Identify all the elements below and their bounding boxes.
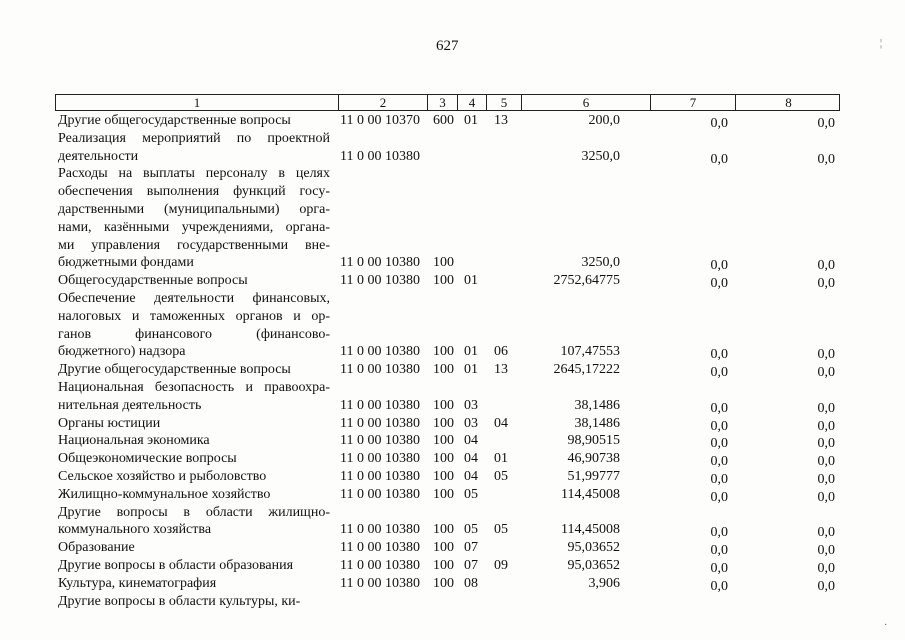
amount-col6: 2752,64775 [553, 273, 620, 289]
amount-col6: 2645,17222 [553, 362, 620, 378]
row-name [58, 165, 330, 272]
row-name-line: нительная деятельность [58, 397, 202, 413]
row-name [58, 272, 330, 290]
expense-type: 100 [433, 451, 454, 467]
row-name-line: Национальная экономика [58, 433, 210, 449]
section: 01 [464, 273, 478, 289]
amount-col7: 0,0 [710, 525, 728, 541]
amount-col7: 0,0 [710, 543, 728, 559]
amount-col7: 0,0 [710, 365, 728, 381]
row-name-line: Обеспечение деятельности финансовых, [58, 291, 330, 306]
amount-col8: 0,0 [817, 561, 835, 576]
amount-col7: 0,0 [710, 400, 728, 416]
expense-type: 100 [433, 344, 454, 360]
row-name-line: деятельности [58, 148, 139, 164]
section: 04 [464, 433, 478, 449]
subsection: 05 [494, 469, 508, 484]
amount-col7: 0,0 [710, 454, 728, 470]
row-name [58, 539, 330, 557]
row-name-line: Национальная безопасность и правоохра- [58, 380, 330, 395]
row-name-line: Другие вопросы в области жилищно- [58, 504, 330, 520]
amount-col8: 0,0 [817, 116, 835, 131]
expense-type: 100 [433, 486, 454, 502]
row-name-line: Сельское хозяйство и рыболовство [58, 469, 267, 484]
amount-col8: 0,0 [817, 472, 835, 487]
row-name [58, 593, 330, 611]
section: 05 [464, 486, 478, 502]
subsection: 05 [494, 522, 508, 538]
row-name [58, 361, 330, 379]
header-cell-8: 8 [785, 95, 792, 110]
amount-col8: 0,0 [817, 258, 835, 274]
row-name-line: дарственными (муниципальными) орга- [58, 201, 330, 217]
amount-col6: 98,90515 [567, 433, 620, 449]
expense-type: 100 [433, 397, 454, 413]
amount-col7: 0,0 [710, 347, 728, 363]
header-cell-5: 5 [487, 95, 522, 110]
row-name [58, 290, 330, 361]
amount-col6: 114,45008 [561, 522, 620, 538]
row-name-line: Общеэкономические вопросы [58, 451, 237, 467]
row-name-line: бюджетными фондами [58, 255, 194, 271]
subsection: 06 [494, 344, 508, 360]
expense-type: 100 [433, 540, 454, 556]
amount-col8: 0,0 [817, 525, 835, 541]
budget-code: 11 0 00 10380 [340, 433, 420, 449]
budget-code: 11 0 00 10380 [340, 451, 420, 467]
header-cell-2: 2 [339, 95, 428, 110]
amount-col7: 0,0 [710, 151, 728, 167]
amount-col6: 95,03652 [567, 540, 620, 556]
row-name-line: налоговых и таможенных органов и ор- [58, 308, 330, 324]
amount-col6: 114,45008 [561, 486, 620, 502]
row-name-line: Образование [58, 540, 135, 556]
budget-code: 11 0 00 10370 [340, 113, 420, 128]
budget-code: 11 0 00 10380 [340, 415, 420, 431]
amount-col7: 0,0 [710, 116, 728, 131]
row-name-line: ганов финансового (финансово- [58, 326, 330, 342]
section: 01 [464, 113, 478, 128]
header-cell-4: 4 [458, 95, 487, 110]
row-name-line: коммунального хозяйства [58, 522, 212, 538]
amount-col8: 0,0 [817, 347, 835, 363]
amount-col7: 0,0 [710, 561, 728, 576]
row-name-line: нами, казёнными учреждениями, органа- [58, 219, 330, 235]
amount-col8: 0,0 [817, 578, 835, 594]
section: 04 [464, 451, 478, 467]
section: 08 [464, 575, 478, 591]
section: 01 [464, 344, 478, 360]
page-number: 627 [436, 38, 459, 54]
scan-mark: · [884, 620, 888, 631]
row-name [58, 415, 330, 433]
amount-col6: 38,1486 [574, 397, 620, 413]
amount-col8: 0,0 [817, 543, 835, 559]
amount-col7: 0,0 [710, 276, 728, 292]
expense-type: 100 [433, 522, 454, 538]
row-name-line: Жилищно-коммунальное хозяйство [58, 486, 271, 502]
budget-code: 11 0 00 10380 [340, 273, 420, 289]
row-name [58, 130, 330, 166]
budget-code: 11 0 00 10380 [340, 486, 420, 502]
row-name [58, 504, 330, 540]
amount-col8: 0,0 [817, 454, 835, 470]
budget-code: 11 0 00 10380 [340, 540, 420, 556]
expense-type: 100 [433, 575, 454, 591]
amount-col8: 0,0 [817, 436, 835, 452]
section: 07 [464, 540, 478, 556]
header-cell-3: 3 [428, 95, 458, 110]
expense-type: 600 [433, 113, 454, 128]
expense-type: 100 [433, 362, 454, 378]
row-name [58, 486, 330, 504]
budget-code: 11 0 00 10380 [340, 362, 420, 378]
amount-col6: 3250,0 [581, 255, 620, 271]
row-name-line: Культура, кинематография [58, 575, 217, 591]
amount-col7: 0,0 [710, 436, 728, 452]
subsection: 04 [494, 415, 508, 431]
row-name-line: Другие вопросы в области образования [58, 558, 294, 573]
amount-col6: 46,90738 [567, 451, 620, 467]
subsection: 01 [494, 451, 508, 467]
budget-code: 11 0 00 10380 [340, 344, 420, 360]
budget-code: 11 0 00 10380 [340, 522, 420, 538]
amount-col7: 0,0 [710, 418, 728, 434]
row-name-line: Другие вопросы в области культуры, ки- [58, 593, 301, 609]
table-header [55, 94, 840, 111]
amount-col7: 0,0 [710, 489, 728, 505]
header-cell-7: 7 [651, 95, 736, 110]
row-name-line: Органы юстиции [58, 415, 161, 431]
expense-type: 100 [433, 558, 454, 573]
amount-col8: 0,0 [817, 365, 835, 381]
section: 01 [464, 362, 478, 378]
amount-col7: 0,0 [710, 472, 728, 487]
amount-col8: 0,0 [817, 418, 835, 434]
amount-col8: 0,0 [817, 151, 835, 167]
amount-col7: 0,0 [710, 258, 728, 274]
amount-col6: 51,99777 [567, 469, 620, 484]
section: 04 [464, 469, 478, 484]
amount-col8: 0,0 [817, 489, 835, 505]
row-name-line: ми управления государственными вне- [58, 237, 330, 253]
expense-type: 100 [433, 273, 454, 289]
amount-col6: 107,47553 [560, 344, 620, 360]
expense-type: 100 [433, 433, 454, 449]
scan-mark: ¦ [880, 38, 883, 49]
row-name [58, 450, 330, 468]
row-name-line: Другие общегосударственные вопросы [58, 362, 291, 378]
row-name [58, 379, 330, 415]
section: 03 [464, 415, 478, 431]
budget-code: 11 0 00 10380 [340, 575, 420, 591]
row-name-line: Общегосударственные вопросы [58, 273, 248, 289]
expense-type: 100 [433, 255, 454, 271]
budget-code: 11 0 00 10380 [340, 469, 420, 484]
row-name-line: Другие общегосударственные вопросы [58, 113, 291, 128]
row-name-line: обеспечения выполнения функций госу- [58, 184, 330, 200]
section: 03 [464, 397, 478, 413]
budget-code: 11 0 00 10380 [340, 255, 420, 271]
section: 07 [464, 558, 478, 573]
subsection: 13 [494, 362, 508, 378]
budget-code: 11 0 00 10380 [340, 558, 420, 573]
header-cell-1: 1 [56, 95, 339, 110]
header-cell-6: 6 [522, 95, 651, 110]
amount-col6: 3,906 [588, 575, 620, 591]
row-name [58, 468, 330, 486]
section: 05 [464, 522, 478, 538]
budget-code: 11 0 00 10380 [340, 148, 420, 164]
amount-col7: 0,0 [710, 578, 728, 594]
row-name-line: Реализация мероприятий по проектной [58, 130, 330, 146]
row-name [58, 432, 330, 450]
amount-col6: 38,1486 [574, 415, 620, 431]
subsection: 13 [494, 113, 508, 128]
amount-col6: 3250,0 [581, 148, 620, 164]
subsection: 09 [494, 558, 508, 573]
row-name-line: Расходы на выплаты персоналу в целях [58, 166, 330, 182]
amount-col6: 200,0 [588, 113, 620, 128]
row-name [58, 557, 330, 575]
amount-col6: 95,03652 [567, 558, 620, 573]
expense-type: 100 [433, 415, 454, 431]
row-name-line: бюджетного) надзора [58, 344, 186, 360]
amount-col8: 0,0 [817, 400, 835, 416]
budget-code: 11 0 00 10380 [340, 397, 420, 413]
expense-type: 100 [433, 469, 454, 484]
row-name [58, 112, 330, 130]
amount-col8: 0,0 [817, 276, 835, 292]
row-name [58, 575, 330, 593]
